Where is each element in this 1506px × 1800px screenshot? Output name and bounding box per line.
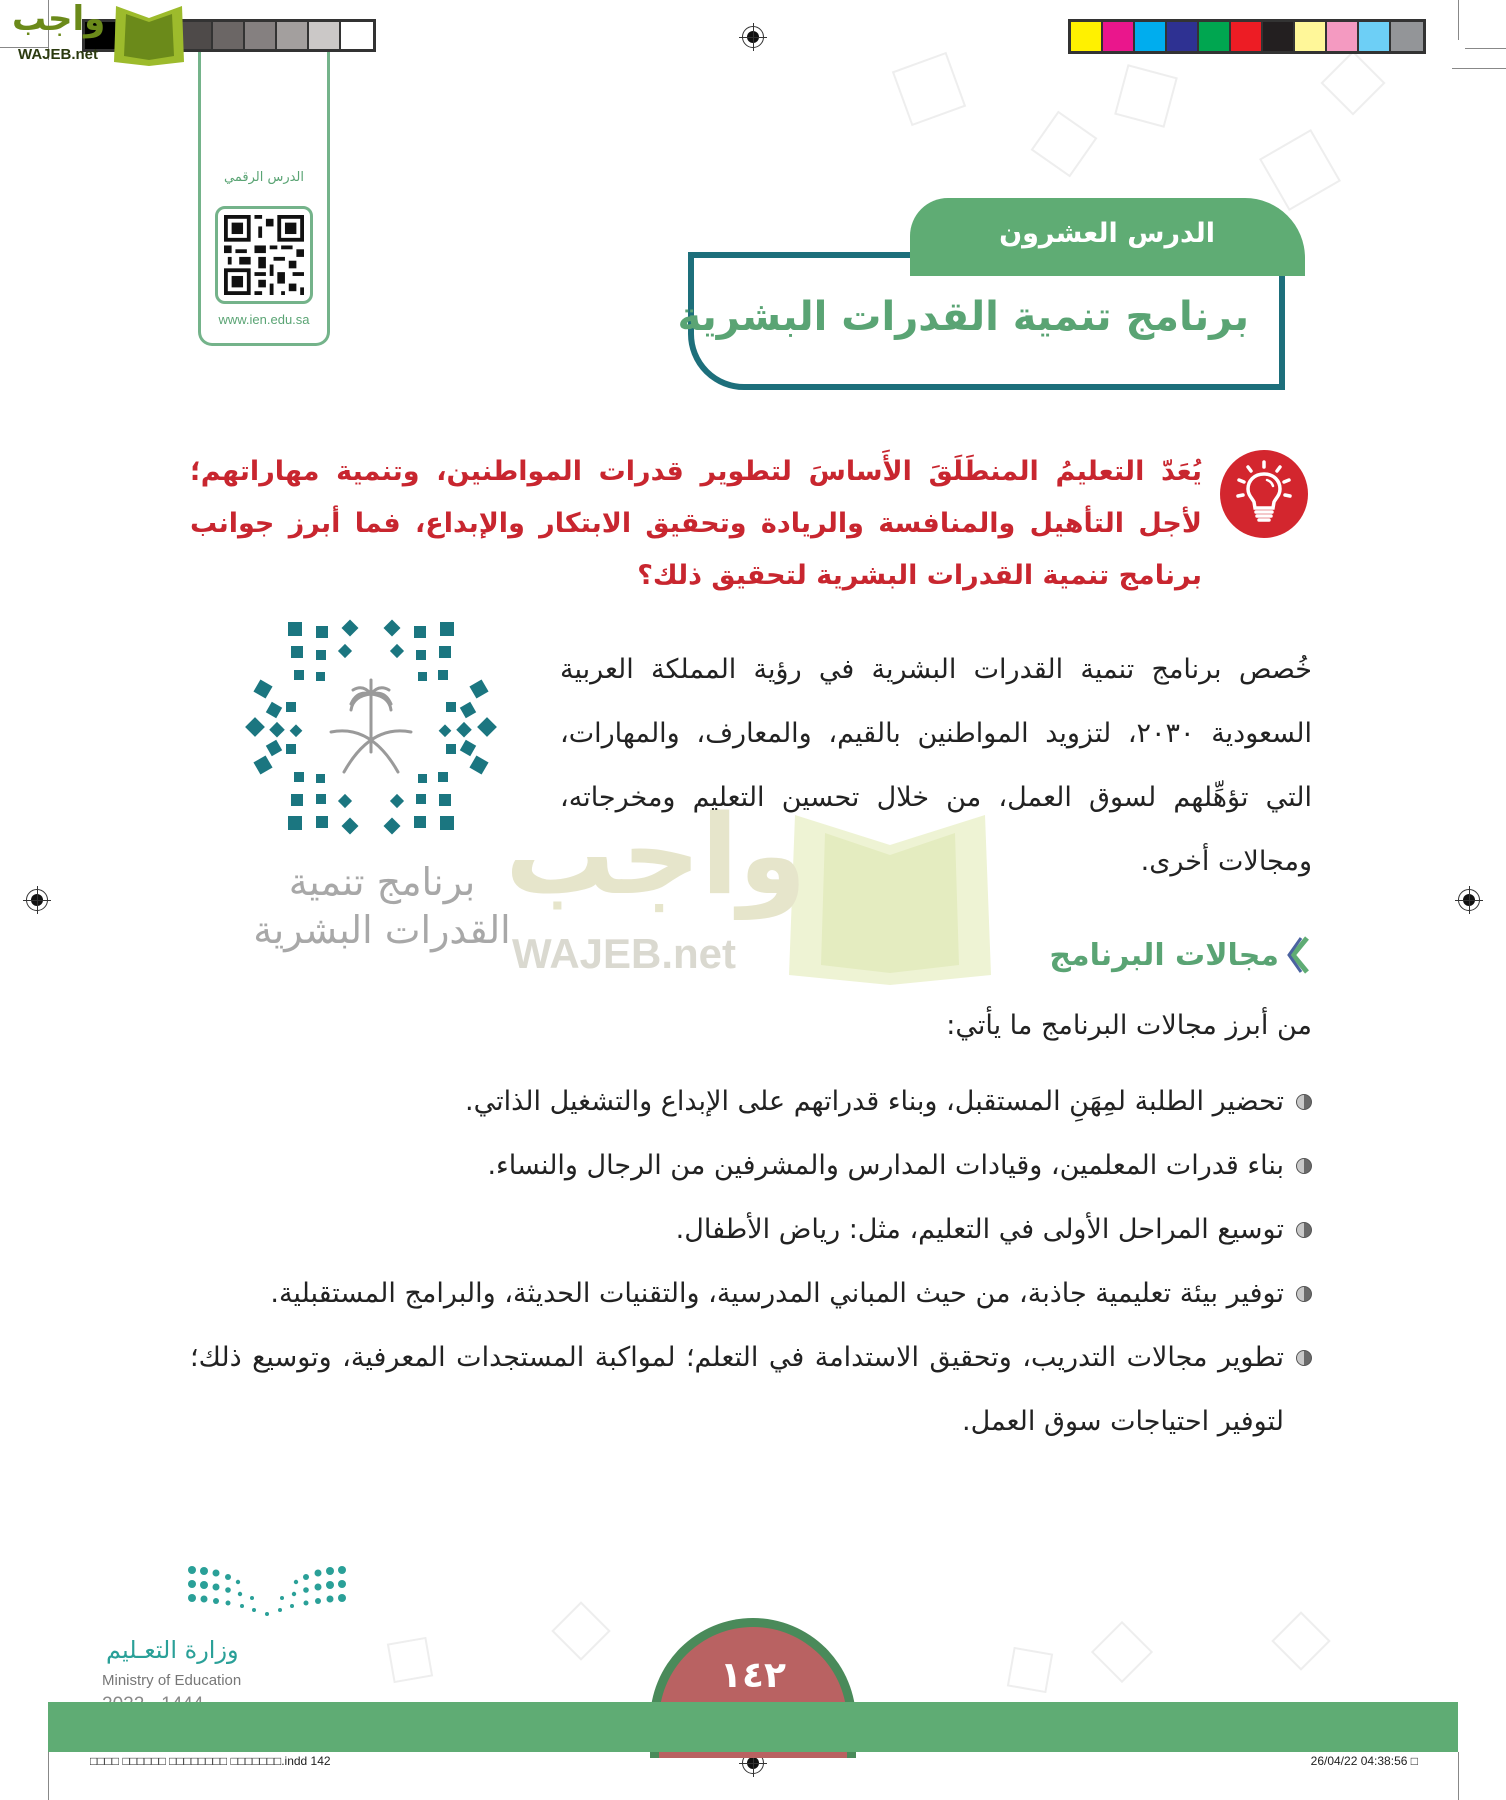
swatch bbox=[1167, 22, 1199, 51]
registration-mark-icon bbox=[1458, 889, 1480, 911]
background-decoration bbox=[1320, 50, 1385, 115]
print-slug-timestamp: 26/04/22 04:38:56 □ bbox=[1310, 1754, 1418, 1768]
digital-lesson-label: الدرس الرقمي bbox=[224, 170, 304, 185]
swatch bbox=[1103, 22, 1135, 51]
background-decoration bbox=[1031, 111, 1098, 178]
wajeb-logo-latin: WAJEB.net bbox=[18, 46, 99, 63]
chevron-left-icon bbox=[1287, 936, 1309, 974]
bullet-icon bbox=[1290, 1326, 1312, 1390]
star-pattern-icon bbox=[236, 612, 506, 842]
open-book-icon bbox=[106, 4, 192, 66]
lesson-number-tab bbox=[910, 198, 1305, 276]
list-item bbox=[190, 1198, 1312, 1262]
bullet-icon bbox=[1290, 1262, 1312, 1326]
swatch bbox=[341, 22, 373, 49]
lightbulb-icon bbox=[1220, 450, 1308, 538]
swatch bbox=[245, 22, 277, 49]
background-decoration bbox=[1271, 1611, 1330, 1670]
crop-mark bbox=[1458, 0, 1459, 40]
swatch bbox=[1071, 22, 1103, 51]
list-item bbox=[190, 1262, 1312, 1326]
wajeb-logo-arabic: واجب bbox=[12, 0, 106, 39]
list-item-text: تحضير الطلبة لمِهَنِ المستقبل، وبناء قدراتهم على الإبداع والتشغيل الذاتي. bbox=[464, 1086, 1284, 1117]
swatch bbox=[1327, 22, 1359, 51]
list-item bbox=[190, 1326, 1312, 1454]
list-item-text: توسيع المراحل الأولى في التعليم، مثل: رياض الأطفال. bbox=[675, 1214, 1284, 1245]
watermark-latin: WAJEB.net bbox=[512, 930, 737, 977]
section-lead: من أبرز مجالات البرنامج ما يأتي: bbox=[946, 1010, 1312, 1041]
background-decoration bbox=[387, 1637, 433, 1683]
swatch bbox=[277, 22, 309, 49]
list-item-text: توفير بيئة تعليمية جاذبة، من حيث المباني المدرسية، والتقنيات الحديثة، والبرامج المستقبلية. bbox=[270, 1278, 1284, 1309]
swatch bbox=[1359, 22, 1391, 51]
registration-mark-icon bbox=[742, 26, 764, 48]
list-item-text: بناء قدرات المعلمين، وقيادات المدارس والمشرفين من الرجال والنساء. bbox=[487, 1150, 1284, 1181]
program-areas-list bbox=[190, 1070, 1312, 1454]
bullet-icon bbox=[1290, 1198, 1312, 1262]
background-decoration bbox=[551, 1601, 610, 1660]
swatch bbox=[1263, 22, 1295, 51]
footer-band bbox=[48, 1702, 1458, 1752]
wajeb-logo[interactable] bbox=[8, 0, 188, 64]
crop-mark bbox=[1465, 48, 1506, 49]
background-decoration bbox=[892, 52, 966, 126]
intro-paragraph: خُصص برنامج تنمية القدرات البشرية في رؤية المملكة العربية السعودية ٢٠٣٠، لتزويد المواطنين بالقيم، والمعارف، والمهارات، التي تؤهِّلهم لسوق العمل، من خلال تحسين التعليم ومخرجاته، ومجالات أخرى. bbox=[560, 654, 1312, 877]
swatch bbox=[1391, 22, 1423, 51]
lesson-question: يُعَدّ التعليمُ المنطَلَقَ الأَساسَ لتطوير قدرات المواطنين، وتنمية مهاراتهم؛ لأجل التأهيل والمنافسة والريادة وتحقيق الابتكار والإبداع، فما أبرز جوانب برنامج تنمية القدرات البشرية لتحقيق ذلك؟ bbox=[190, 456, 1202, 591]
lesson-number: الدرس العشرون bbox=[999, 218, 1215, 249]
background-decoration bbox=[1007, 1647, 1053, 1693]
section-heading bbox=[1049, 936, 1309, 974]
swatch bbox=[1135, 22, 1167, 51]
crop-mark bbox=[48, 1752, 49, 1800]
qr-code-icon bbox=[224, 215, 304, 295]
crop-mark bbox=[1452, 68, 1506, 69]
background-decoration bbox=[1114, 64, 1178, 128]
print-slug-filename: □□□□ □□□□□□ □□□□□□□□ □□□□□□□.indd 142 bbox=[90, 1754, 331, 1768]
swatch bbox=[213, 22, 245, 49]
ministry-name-english: Ministry of Education bbox=[102, 1672, 242, 1689]
background-decoration bbox=[1259, 129, 1341, 211]
swatch bbox=[1231, 22, 1263, 51]
bullet-icon bbox=[1290, 1134, 1312, 1198]
human-capability-program-logo bbox=[240, 612, 510, 962]
color-calibration-bar bbox=[1068, 19, 1426, 54]
background-decoration bbox=[1091, 1621, 1153, 1683]
registration-mark-icon bbox=[26, 889, 48, 911]
ministry-name-arabic: وزارة التعـليم bbox=[106, 1636, 239, 1664]
qr-code[interactable] bbox=[215, 206, 313, 304]
list-item bbox=[190, 1070, 1312, 1134]
ministry-dots-icon bbox=[182, 1560, 352, 1620]
lesson-title: برنامج تنمية القدرات البشرية bbox=[677, 294, 1249, 340]
watermark-arabic: واجب bbox=[505, 791, 807, 919]
list-item bbox=[190, 1134, 1312, 1198]
bullet-icon bbox=[1290, 1070, 1312, 1134]
palm-swords-icon bbox=[331, 680, 411, 772]
page-number: ١٤٢ bbox=[720, 1655, 786, 1696]
swatch bbox=[1199, 22, 1231, 51]
section-heading-text: مجالات البرنامج bbox=[1049, 937, 1279, 973]
crop-mark bbox=[1458, 1752, 1459, 1800]
swatch bbox=[1295, 22, 1327, 51]
program-logo-line2: القدرات البشرية bbox=[253, 908, 511, 952]
program-logo-line1: برنامج تنمية bbox=[288, 860, 476, 904]
swatch bbox=[309, 22, 341, 49]
digital-lesson-card[interactable] bbox=[198, 52, 330, 346]
digital-lesson-url[interactable]: www.ien.edu.sa bbox=[218, 312, 310, 327]
list-item-text: تطوير مجالات التدريب، وتحقيق الاستدامة في التعلم؛ لمواكبة المستجدات المعرفية، وتوسيع ذلك؛ لتوفير احتياجات سوق العمل. bbox=[190, 1342, 1284, 1437]
